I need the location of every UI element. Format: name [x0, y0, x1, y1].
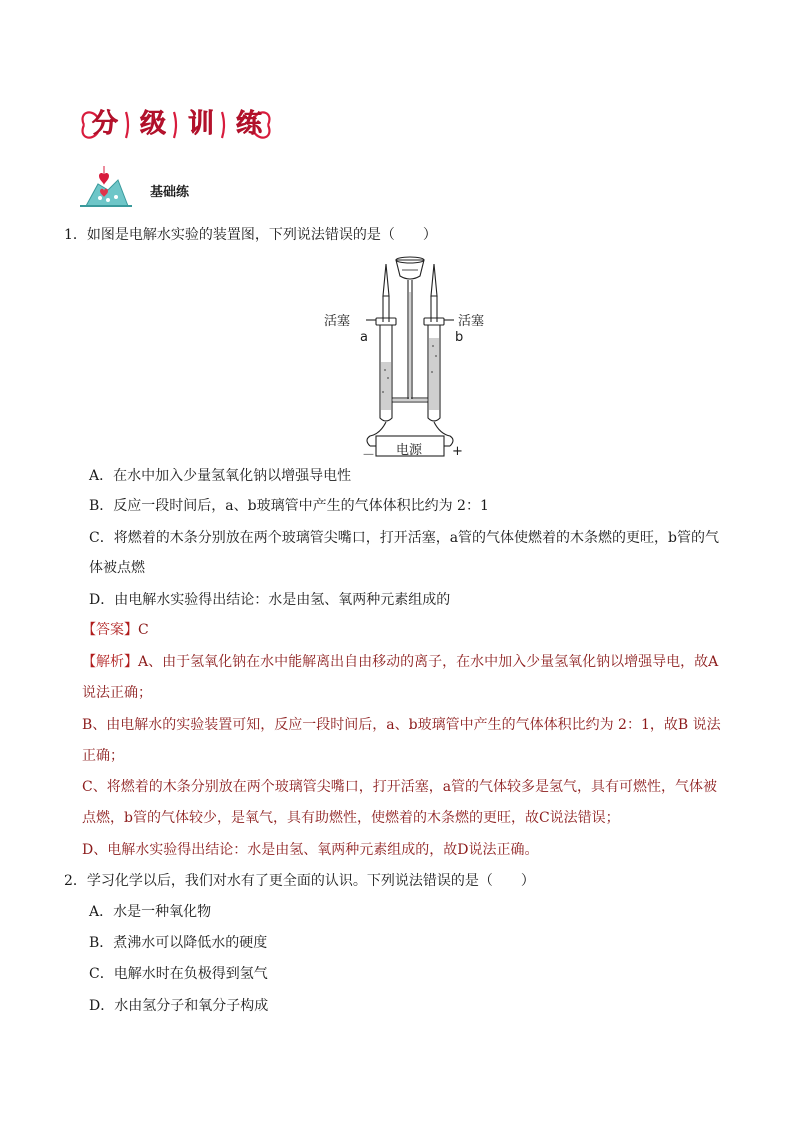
q1-answer	[82, 621, 149, 639]
banner-char-1: 分	[91, 109, 118, 139]
q1-analysis-line-1	[82, 653, 718, 671]
left-valve-label: 活塞	[324, 314, 351, 329]
q1-analysis-line-4: 正确；	[82, 748, 124, 764]
q1-analysis-line-3: B、由电解水的实验装置可知，反应一段时间后，a、b玻璃管中产生的气体体积比约为 2：1，故B 说法	[82, 717, 721, 733]
q1-option-a: A．在水中加入少量氢氧化钠以增强导电性	[89, 468, 352, 484]
analysis-text-1: A、由于氢氧化钠在水中能解离出自由移动的离子，在水中加入少量氢氧化钠以增强导电，故A	[138, 654, 719, 670]
q2-option-b: B．煮沸水可以降低水的硬度	[89, 935, 268, 951]
banner-char-4: 练	[235, 109, 262, 139]
q2-stem: 2．学习化学以后，我们对水有了更全面的认识。下列说法错误的是（ ）	[64, 873, 535, 889]
q1-analysis-line-5: C、将燃着的木条分别放在两个玻璃管尖嘴口，打开活塞，a管的气体较多是氢气，具有可燃性，气体被	[82, 779, 718, 795]
minus-label: －	[362, 448, 376, 463]
electrolysis-apparatus	[310, 252, 500, 460]
power-label: 电源	[396, 443, 423, 458]
plus-label: +	[452, 444, 463, 459]
q1-option-d: D．由电解水实验得出结论：水是由氢、氧两种元素组成的	[89, 592, 451, 608]
answer-value: C	[138, 622, 149, 638]
right-valve-label: 活塞	[458, 314, 485, 329]
q1-analysis-line-7: D、电解水实验得出结论：水是由氢、氧两种元素组成的，故D说法正确。	[82, 842, 539, 858]
tube-b-label: b	[455, 330, 464, 345]
q1-analysis-line-2: 说法正确；	[82, 685, 152, 701]
q2-option-c: C．电解水时在负极得到氢气	[89, 966, 268, 982]
q1-option-c-cont: 体被点燃	[89, 560, 145, 576]
banner-char-3: 训	[187, 109, 214, 139]
mountain-heart-icon	[78, 162, 134, 212]
tube-a-label: a	[360, 330, 368, 345]
q1-analysis-line-6: 点燃，b管的气体较少，是氧气，具有助燃性，使燃着的木条燃的更旺，故C说法错误；	[82, 810, 620, 826]
q2-option-a: A．水是一种氧化物	[89, 904, 212, 920]
banner-char-2: 级	[139, 109, 166, 139]
electrolysis-diagram	[310, 252, 500, 463]
answer-tag: 【答案】	[82, 622, 138, 638]
section-banner	[78, 104, 274, 146]
q2-option-d: D．水由氢分子和氧分子构成	[89, 998, 269, 1014]
analysis-tag: 【解析】	[82, 654, 138, 670]
q1-option-b: B．反应一段时间后，a、b玻璃管中产生的气体体积比约为 2：1	[89, 498, 489, 514]
q1-stem: 1．如图是电解水实验的装置图，下列说法错误的是（ ）	[64, 227, 437, 243]
q1-option-c: C．将燃着的木条分别放在两个玻璃管尖嘴口，打开活塞，a管的气体使燃着的木条燃的更旺，b管的气	[89, 530, 720, 546]
section-label: 基础练	[150, 185, 190, 200]
